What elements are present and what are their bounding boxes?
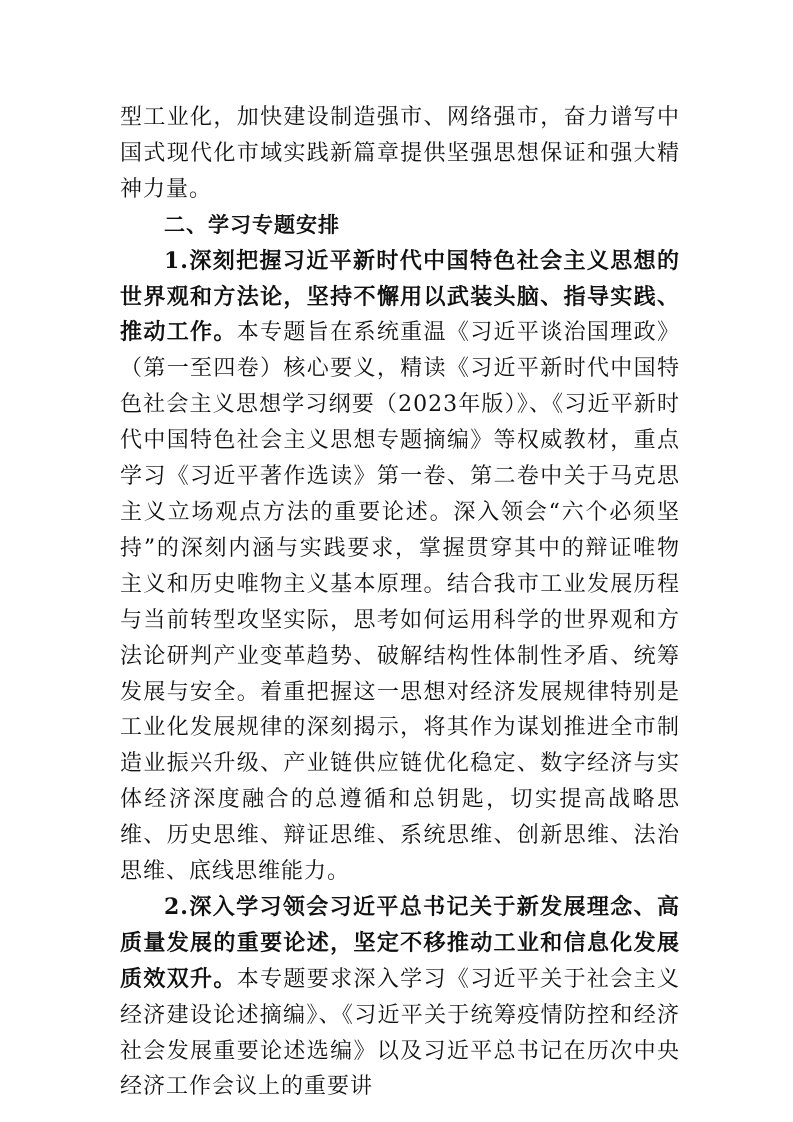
topic-1-body: 本专题旨在系统重温《习近平谈治国理政》（第一至四卷）核心要义，精读《习近平新时代中国特色社会主义思想学习纲要（2023年版）》、《习近平新时代中国特色社会主义思想专题摘编》等权威教材，重点学习《习近平著作选读》第一卷、第二卷中关于马克思主义立场观点方法的重要论述。深入领会“六个必须坚持”的深刻内涵与实践要求，掌握贯穿其中的辩证唯物主义和历史唯物主义基本原理。结合我市工业发展历程与当前转型攻坚实际，思考如何运用科学的世界观和方法论研判产业变革趋势、破解结构性体制性矛盾、统筹发展与安全。着重把握这一思想对经济发展规律特别是工业化发展规律的深刻揭示，将其作为谋划推进全市制造业振兴升级、产业链供应链优化稳定、数字经济与实体经济深度融合的总遵循和总钥匙，切实提高战略思维、历史思维、辩证思维、系统思维、创新思维、法治思维、底线思维能力。 [120, 320, 680, 885]
topic-2-body: 本专题要求深入学习《习近平关于社会主义经济建设论述摘编》、《习近平关于统筹疫情防控和经济社会发展重要论述选编》以及习近平总书记在历次中央经济工作会议上的重要讲 [120, 966, 680, 1100]
topic-2-paragraph [120, 890, 680, 1105]
topic-1-paragraph [120, 244, 680, 890]
document-body [120, 100, 680, 1105]
intro-paragraph: 型工业化，加快建设制造强市、网络强市，奋力谱写中国式现代化市域实践新篇章提供坚强思想保证和强大精神力量。 [120, 105, 680, 202]
topic-2-title: 2.深入学习领会习近平总书记关于新发展理念、高质量发展的重要论述，坚定不移推动工业和信息化发展质效双升。 [120, 893, 680, 992]
topic-1-title: 1.深刻把握习近平新时代中国特色社会主义思想的世界观和方法论，坚持不懈用以武装头脑、指导实践、推动工作。 [120, 247, 680, 346]
section-heading: 二、学习专题安排 [164, 212, 340, 237]
